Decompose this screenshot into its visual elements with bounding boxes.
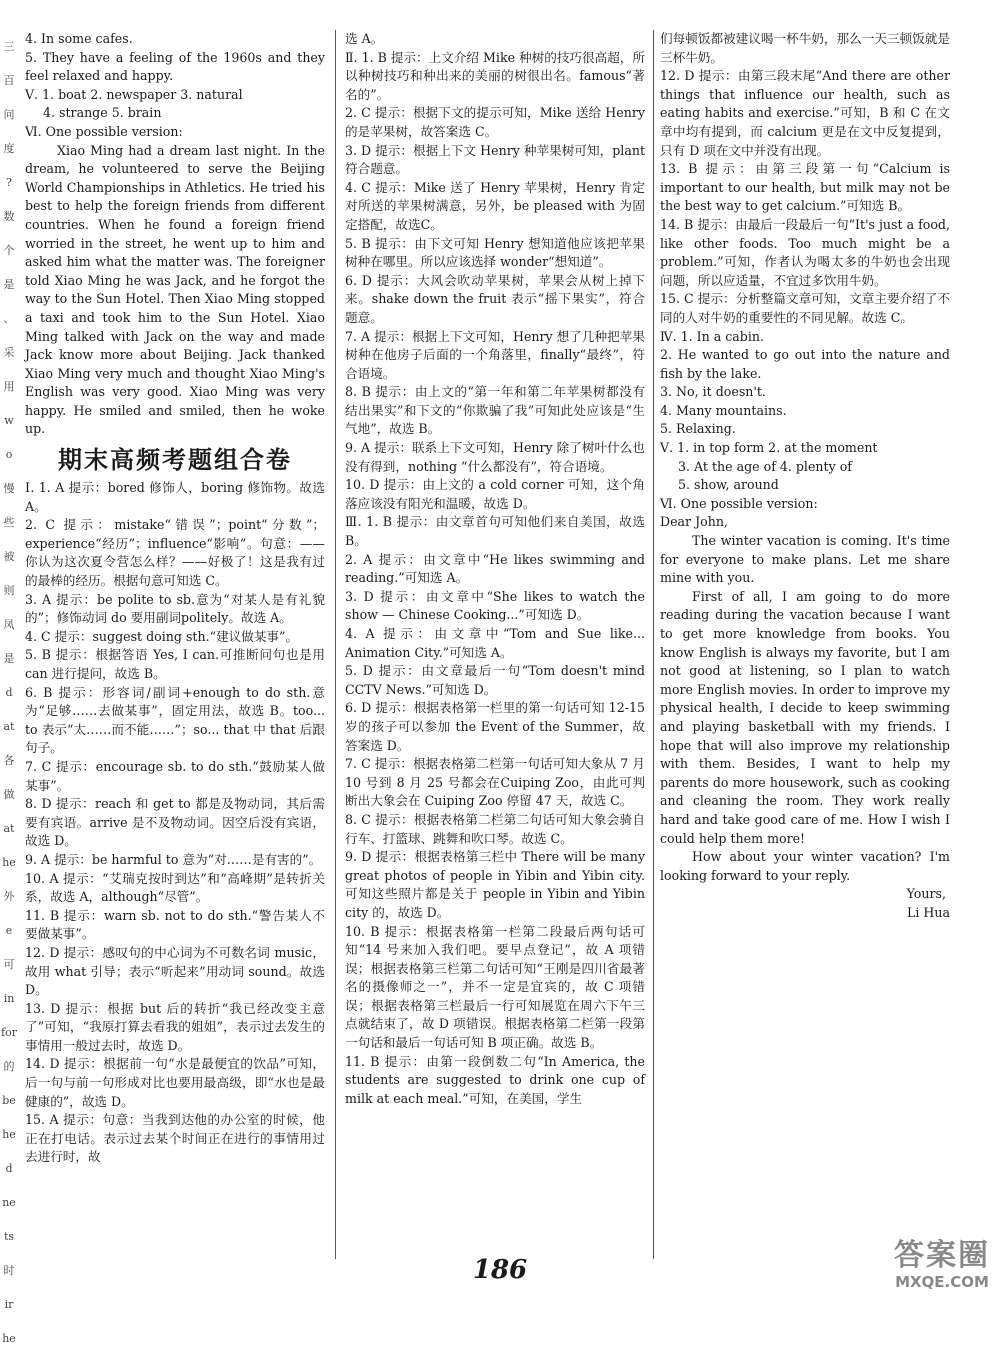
- margin-glyph: d: [5, 686, 13, 699]
- c1-answer: 6. B 提示：形容词/副词+enough to do sth.意为“足够……去做某事”，固定用法，故选 B。too... to 表示“太……而不能……”；so... that 中 that 后跟句子。: [25, 684, 325, 756]
- letter-paragraph: First of all, I am going to do more reading during the vacation because I want to get more knowledge from books. You know English is always my favorite, but I am not good at listening, so I plan to watch more English movies. In order to improve my physical health, I decide to keep swimming and playing basketball with my friends. I hope that will also improve my relationship with them. Besides, I want to help my parents do more housework, such as cooking and cleaning the room. They work really hard and take good care of me. How I wish I could help them more!: [660, 588, 950, 846]
- c2-answer: 8. B 提示：由上文的“第一年和第二年苹果树都没有结出果实”和下文的“你欺骗了我”可知此处应该是“生气地”，故选 B。: [345, 384, 645, 437]
- column-1: [25, 30, 325, 1239]
- margin-glyph: w: [4, 414, 14, 427]
- c2-answer: Ⅱ. 1. B 提示：上文介绍 Mike 种树的技巧很高超，所以种树技巧和种出来的美丽的树很出名。famous“著名的”。: [345, 49, 645, 102]
- c1-line: Ⅵ. One possible version:: [25, 123, 183, 139]
- margin-glyph: 、: [3, 312, 15, 325]
- margin-glyph: 的: [3, 1060, 15, 1073]
- margin-glyph: ?: [6, 176, 12, 189]
- margin-glyph: 些: [3, 516, 15, 529]
- c1-answer: 9. A 提示：be harmful to 意为“对……是有害的”。: [25, 851, 322, 867]
- c2-answer: 5. D 提示：由文章最后一句“Tom doesn't mind CCTV News.”可知选 D。: [345, 663, 645, 697]
- c2-answer: 9. A 提示：联系上下文可知，Henry 除了树叶什么也没有得到，nothing “什么都没有”，符合语境。: [345, 440, 645, 474]
- margin-glyph: d: [5, 1162, 13, 1175]
- c2-answer: 3. D 提示：由文章中“She likes to watch the show — Chinese Cooking...”可知选 D。: [345, 588, 645, 623]
- c1-line: 4. strange 5. brain: [43, 105, 162, 121]
- c3-answer: 3. At the age of 4. plenty of: [678, 458, 852, 474]
- margin-glyph: 各: [3, 754, 15, 767]
- c3-answer: 12. D 提示：由第三段末尾“And there are other things that influence our health, such as eating habits and exercise.”可知，B 和 C 在文章中均有提到，而 calcium 更是在文中反复提到，只有 D 项在文中并没有出现。: [660, 68, 950, 158]
- margin-glyph: 问: [3, 108, 15, 121]
- c2-answer: 10. B 提示：根据表格第一栏第二段最后两句话可知“14 号来加入我们吧。要早点登记”，故 A 项错误；根据表格第三栏第二句话可知“王刚是四川省最著名的摄像师之一”，并不一定是宜宾的，故 C 项错误；根据表格第三栏最后一行可知展览在周六下午三点就结束了，故 D 项错误。根据表格第二栏第一段第一句话和最后一句话可知 B 项正确。故选 B。: [345, 923, 645, 1051]
- c2-answer: 5. B 提示：由下文可知 Henry 想知道他应该把苹果树种在哪里。所以应该选择 wonder“想知道”。: [345, 235, 645, 270]
- c2-answer: 选 A。: [345, 31, 384, 46]
- c1-answer: 2. C 提示：mistake“错误”；point“分数”；experience“经历”；influence“影响”。句意：——你认为这次夏令营怎么样？——好极了！这是我有过的最棒的经历。根据句意可知选 C。: [25, 517, 325, 589]
- margin-glyph: for: [1, 1026, 17, 1039]
- margin-glyph: 被: [3, 550, 15, 563]
- section-title: 期末高频考题组合卷: [58, 446, 292, 475]
- c2-answer: 2. A 提示：由文章中“He likes swimming and reading.”可知选 A。: [345, 551, 645, 586]
- margin-glyph: 采: [3, 346, 15, 359]
- margin-glyph: 外: [3, 890, 15, 903]
- letter-greeting: Dear John,: [660, 514, 728, 530]
- margin-glyph: 是: [3, 652, 15, 665]
- margin-glyph: he: [2, 856, 16, 869]
- c3-answer: 5. Relaxing.: [660, 421, 736, 437]
- c1-answer: 11. B 提示：warn sb. not to do sth.“警告某人不要做某事”。: [25, 907, 325, 942]
- c1-answer: 3. A 提示：be polite to sb.意为“对某人是有礼貌的”；修饰动词 do 要用副词politely。故选 A。: [25, 591, 325, 626]
- margin-glyph: 可: [3, 958, 15, 971]
- watermark-logo: 答案圈 MXQE.COM: [894, 1238, 990, 1291]
- c3-answer: 2. He wanted to go out into the nature and fish by the lake.: [660, 347, 950, 381]
- margin-glyph: at: [3, 720, 15, 733]
- margin-glyph: ts: [3, 1230, 15, 1243]
- margin-glyph: in: [3, 992, 15, 1005]
- c3-answer: 15. C 提示：分析整篇文章可知，文章主要介绍了不同的人对牛奶的重要性的不同见解。故选 C。: [660, 291, 950, 325]
- c1-answer: 15. A 提示：句意：当我到达他的办公室的时候，他正在打电话。表示过去某个时间正在进行的事情用过去进行时，故: [25, 1112, 325, 1165]
- margin-glyph: 百: [3, 74, 15, 87]
- c1-answer: 8. D 提示：reach 和 get to 都是及物动词，其后需要有宾语。arrive 是不及物动词。因空后没有宾语，故选 D。: [25, 796, 325, 849]
- c2-answer: 4. C 提示：Mike 送了 Henry 苹果树，Henry 肯定对所送的苹果树满意，另外，be pleased with 为固定搭配，故选C。: [345, 179, 645, 232]
- c3-answer: Ⅳ. 1. In a cabin.: [660, 328, 764, 344]
- margin-glyph: e: [5, 924, 13, 937]
- margin-glyph: ir: [4, 1298, 14, 1311]
- c3-answer: Ⅵ. One possible version:: [660, 495, 818, 511]
- c2-answer: 2. C 提示：根据下文的提示可知，Mike 送给 Henry 的是苹果树，故答案选 C。: [345, 105, 645, 139]
- c3-answer: 4. Many mountains.: [660, 402, 787, 418]
- column-2: [345, 30, 645, 1239]
- c1-answer: 10. A 提示：“艾瑞克按时到达”和“高峰期”是转折关系，故选 A，although“尽管”。: [25, 870, 325, 905]
- c3-answer: Ⅴ. 1. in top form 2. at the moment: [660, 440, 878, 456]
- c1-line: 5. They have a feeling of the 1960s and they feel relaxed and happy.: [25, 49, 325, 84]
- margin-glyph: 则: [3, 584, 15, 597]
- margin-glyph: 用: [3, 380, 15, 393]
- c1-answer: 12. D 提示：感叹句的中心词为不可数名词 music，故用 what 引导；表示“听起来”用动词 sound。故选 D。: [25, 944, 325, 998]
- c1-answer: 13. D 提示：根据 but 后的转折“我已经改变主意了”可知，“我原打算去看我的姐姐”，表示过去发生的事情用一般过去时，故选 D。: [25, 1000, 325, 1053]
- c3-answer: 14. B 提示：由最后一段最后一句“It's just a food, like other foods. Too much might be a problem.”可知，作者认为喝太多的牛奶也会出现问题，所以应适量，不宜过多饮用牛奶。: [660, 216, 950, 288]
- letter-paragraph: The winter vacation is coming. It's time for everyone to make plans. Let me share mine with you.: [660, 533, 950, 586]
- margin-glyph: 数: [3, 210, 15, 223]
- c1-answer: 7. C 提示：encourage sb. to do sth.“鼓励某人做某事”。: [25, 758, 325, 793]
- left-margin-strip: [0, 30, 18, 1345]
- margin-glyph: he: [2, 1332, 16, 1345]
- c2-answer: 6. D 提示：大风会吹动苹果树，苹果会从树上掉下来。shake down the fruit 表示“摇下果实”，符合题意。: [345, 272, 645, 325]
- margin-glyph: he: [2, 1128, 16, 1141]
- c1-answer: 14. D 提示：根据前一句“水是最便宜的饮品”可知，后一句与前一句形成对比也要用最高级，即“水也是最健康的”，故选 D。: [25, 1056, 325, 1109]
- c2-answer: 6. D 提示：根据表格第一栏里的第一句话可知 12-15 岁的孩子可以参加 the Event of the Summer，故答案选 D。: [345, 700, 645, 753]
- margin-glyph: at: [3, 822, 15, 835]
- c2-answer: 8. C 提示：根据表格第二栏第二句话可知大象会骑自行车、打篮球、跳舞和吹口琴。故选 C。: [345, 811, 645, 846]
- margin-glyph: ne: [2, 1196, 16, 1209]
- c1-answer: 4. C 提示：suggest doing sth.“建议做某事”。: [25, 628, 299, 644]
- c3-answer: 3. No, it doesn't.: [660, 384, 766, 400]
- column-divider: [653, 30, 654, 1259]
- c2-answer: 11. B 提示：由第一段倒数二句“In America, the students are suggested to drink one cup of milk at each meal.”可知，在美国，学生: [345, 1053, 645, 1106]
- c3-answer: 5. show, around: [678, 477, 779, 493]
- letter-signature: Li Hua: [907, 904, 950, 920]
- c2-answer: 9. D 提示：根据表格第三栏中 There will be many great photos of people in Yibin and Yibin city.可知这些照片都是关于 people in Yibin and Yibin city 的，故选 D。: [345, 849, 645, 920]
- letter-closing: Yours,: [906, 886, 946, 902]
- page-number: 186: [472, 1255, 528, 1285]
- c1-line: 4. In some cafes.: [25, 31, 133, 46]
- c2-answer: 7. A 提示：根据上下文可知，Henry 想了几种把苹果树种在他房子后面的一个角落里，finally“最终”，符合语境。: [345, 328, 645, 381]
- column-3: [660, 30, 950, 1239]
- c2-answer: 7. C 提示：根据表格第二栏第一句话可知大象从 7 月 10 号到 8 月 25 号都会在Cuiping Zoo，由此可判断出大象会在 Cuiping Zoo 停留 47 天，故选 C。: [345, 756, 645, 809]
- margin-glyph: 三: [3, 40, 15, 53]
- margin-glyph: 个: [3, 244, 15, 257]
- c1-answer: Ⅰ. 1. A 提示：bored 修饰人，boring 修饰物。故选 A。: [25, 480, 325, 514]
- c2-answer: 4. A 提示：由文章中“Tom and Sue like... Animation City.”可知选 A。: [345, 626, 645, 660]
- c1-answer: 5. B 提示：根据答语 Yes, I can.可推断问句也是用 can 进行提问，故选 B。: [25, 647, 325, 681]
- margin-glyph: 度: [3, 142, 15, 155]
- margin-glyph: 做: [3, 788, 15, 801]
- margin-glyph: 凤: [3, 618, 15, 631]
- letter-paragraph: How about your winter vacation? I'm looking forward to your reply.: [660, 849, 950, 883]
- c1-essay: Xiao Ming had a dream last night. In the dream, he volunteered to serve the Beijing World Championships in Athletics. He tried his best to help the foreign friends from different countries. When he found a foreign friend worried in the street, he went up to him and asked him what the matter was. The foreigner told Xiao Ming he was Jack, and he forgot the way to the Sun Hotel. Then Xiao Ming stopped a taxi and took him to the Sun Hotel. Xiao Ming talked with Jack on the way and made Jack know more about Beijing. Jack thanked Xiao Ming very much and thought Xiao Ming's English was very good. Xiao Ming was very happy. He smiled and smiled, then he woke up.: [25, 142, 325, 437]
- c1-line: Ⅴ. 1. boat 2. newspaper 3. natural: [25, 86, 243, 102]
- margin-glyph: 慢: [3, 482, 15, 495]
- c2-answer: 10. D 提示：由上文的 a cold corner 可知，这个角落应该没有阳光和温暖，故选 D。: [345, 477, 645, 511]
- c3-answer: 们每顿饭都被建议喝一杯牛奶，那么一天三顿饭就是三杯牛奶。: [660, 31, 950, 65]
- margin-glyph: 是: [3, 278, 15, 291]
- c3-answer: 13. B 提示：由第三段第一句“Calcium is important to our health, but milk may not be the best way to get calcium.”可知选 B。: [660, 161, 950, 214]
- c2-answer: Ⅲ. 1. B 提示：由文章首句可知他们来自美国，故选 B。: [345, 514, 645, 549]
- margin-glyph: be: [2, 1094, 16, 1107]
- column-divider: [335, 30, 336, 1259]
- margin-glyph: o: [5, 448, 13, 461]
- c2-answer: 3. D 提示：根据上下文 Henry 种苹果树可知，plant 符合题意。: [345, 142, 645, 177]
- margin-glyph: 时: [3, 1264, 15, 1277]
